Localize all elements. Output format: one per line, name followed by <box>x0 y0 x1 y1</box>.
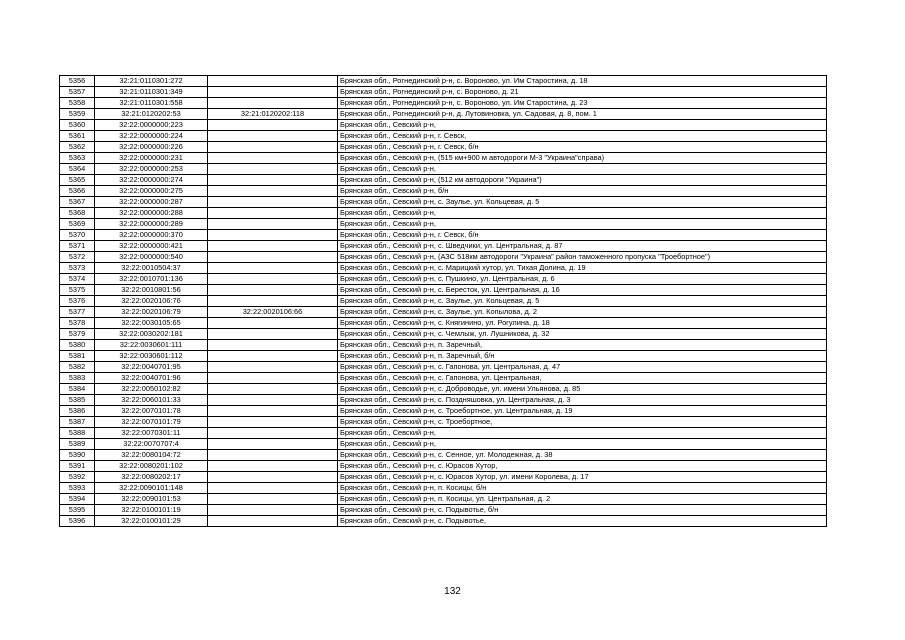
cadastral-number-cell: 32:22:0000000:287 <box>95 197 208 208</box>
address-cell: Брянская обл., Севский р-н, г. Севск, б/н <box>338 230 827 241</box>
table-row <box>60 406 827 417</box>
parent-cadastral-number-cell <box>208 120 338 131</box>
row-number-cell: 5381 <box>60 351 95 362</box>
cadastral-number-cell: 32:22:0040701:95 <box>95 362 208 373</box>
cadastral-number-cell: 32:22:0070707:4 <box>95 439 208 450</box>
cadastral-number-cell: 32:22:0040701:96 <box>95 373 208 384</box>
parent-cadastral-number-cell <box>208 164 338 175</box>
address-cell: Брянская обл., Севский р-н, г. Севск, <box>338 131 827 142</box>
row-number-cell: 5395 <box>60 505 95 516</box>
row-number-cell: 5366 <box>60 186 95 197</box>
table-row <box>60 285 827 296</box>
table-row <box>60 395 827 406</box>
parent-cadastral-number-cell <box>208 395 338 406</box>
cadastral-number-cell: 32:22:0050102:82 <box>95 384 208 395</box>
cadastral-number-cell: 32:22:0030601:111 <box>95 340 208 351</box>
parent-cadastral-number-cell <box>208 230 338 241</box>
cadastral-number-cell: 32:22:0000000:275 <box>95 186 208 197</box>
table-row <box>60 340 827 351</box>
row-number-cell: 5373 <box>60 263 95 274</box>
row-number-cell: 5358 <box>60 98 95 109</box>
address-cell: Брянская обл., Севский р-н, <box>338 428 827 439</box>
parent-cadastral-number-cell <box>208 197 338 208</box>
row-number-cell: 5359 <box>60 109 95 120</box>
table-row <box>60 120 827 131</box>
parent-cadastral-number-cell <box>208 494 338 505</box>
parent-cadastral-number-cell <box>208 274 338 285</box>
parent-cadastral-number-cell <box>208 417 338 428</box>
address-cell: Брянская обл., Севский р-н, с. Гапонова, ул. Центральная, д. 47 <box>338 362 827 373</box>
table-row <box>60 417 827 428</box>
cadastral-number-cell: 32:21:0110301:558 <box>95 98 208 109</box>
row-number-cell: 5387 <box>60 417 95 428</box>
table-row <box>60 197 827 208</box>
address-cell: Брянская обл., Севский р-н, с. Заулье, ул. Кольцевая, д. 5 <box>338 197 827 208</box>
row-number-cell: 5360 <box>60 120 95 131</box>
address-cell: Брянская обл., Рогнединский р-н, д. Лутовиновка, ул. Садовая, д. 8, пом. 1 <box>338 109 827 120</box>
row-number-cell: 5356 <box>60 76 95 87</box>
row-number-cell: 5385 <box>60 395 95 406</box>
cadastral-number-cell: 32:22:0030202:181 <box>95 329 208 340</box>
cadastral-number-cell: 32:22:0030601:112 <box>95 351 208 362</box>
table-row <box>60 230 827 241</box>
cadastral-number-cell: 32:22:0020106:79 <box>95 307 208 318</box>
parent-cadastral-number-cell <box>208 472 338 483</box>
address-cell: Брянская обл., Севский р-н, <box>338 120 827 131</box>
table-row <box>60 472 827 483</box>
parent-cadastral-number-cell <box>208 142 338 153</box>
address-cell: Брянская обл., Севский р-н, с. Гапонова, ул. Центральная, <box>338 373 827 384</box>
cadastral-number-cell: 32:22:0000000:253 <box>95 164 208 175</box>
table-row <box>60 494 827 505</box>
table-body <box>60 76 827 527</box>
cadastral-number-cell: 32:21:0120202:53 <box>95 109 208 120</box>
address-cell: Брянская обл., Рогнединский р-н, с. Вороново, д. 21 <box>338 87 827 98</box>
address-cell: Брянская обл., Севский р-н, с. Троебортное, ул. Центральная, д. 19 <box>338 406 827 417</box>
table-row <box>60 164 827 175</box>
address-cell: Брянская обл., Севский р-н, с. Пушкино, ул. Центральная, д. 6 <box>338 274 827 285</box>
address-cell: Брянская обл., Севский р-н, с. Юрасов Хутор, <box>338 461 827 472</box>
cadastral-number-cell: 32:22:0100101:19 <box>95 505 208 516</box>
cadastral-number-cell: 32:22:0090101:53 <box>95 494 208 505</box>
table-row <box>60 131 827 142</box>
parent-cadastral-number-cell <box>208 263 338 274</box>
table-row <box>60 351 827 362</box>
cadastral-number-cell: 32:22:0080104:72 <box>95 450 208 461</box>
parent-cadastral-number-cell <box>208 329 338 340</box>
cadastral-number-cell: 32:22:0090101:148 <box>95 483 208 494</box>
table-row <box>60 109 827 120</box>
parent-cadastral-number-cell <box>208 252 338 263</box>
table-row <box>60 87 827 98</box>
cadastral-number-cell: 32:22:0060101:33 <box>95 395 208 406</box>
address-cell: Брянская обл., Севский р-н, (512 км автодороги "Украина") <box>338 175 827 186</box>
parent-cadastral-number-cell <box>208 76 338 87</box>
table-row <box>60 428 827 439</box>
parent-cadastral-number-cell <box>208 296 338 307</box>
row-number-cell: 5392 <box>60 472 95 483</box>
cadastral-number-cell: 32:22:0000000:540 <box>95 252 208 263</box>
table-row <box>60 142 827 153</box>
address-cell: Брянская обл., Севский р-н, с. Юрасов Хутор, ул. имени Королева, д. 17 <box>338 472 827 483</box>
parent-cadastral-number-cell <box>208 373 338 384</box>
address-cell: Брянская обл., Севский р-н, с. Поздняшовка, ул. Центральная, д. 3 <box>338 395 827 406</box>
row-number-cell: 5386 <box>60 406 95 417</box>
table-row <box>60 384 827 395</box>
table-row <box>60 296 827 307</box>
cadastral-number-cell: 32:21:0110301:349 <box>95 87 208 98</box>
parent-cadastral-number-cell <box>208 384 338 395</box>
parent-cadastral-number-cell <box>208 98 338 109</box>
table-row <box>60 329 827 340</box>
address-cell: Брянская обл., Севский р-н, с. Сенное, ул. Молодежная, д. 38 <box>338 450 827 461</box>
row-number-cell: 5379 <box>60 329 95 340</box>
row-number-cell: 5372 <box>60 252 95 263</box>
table-row <box>60 186 827 197</box>
row-number-cell: 5369 <box>60 219 95 230</box>
parent-cadastral-number-cell <box>208 362 338 373</box>
parent-cadastral-number-cell <box>208 406 338 417</box>
table-row <box>60 318 827 329</box>
parent-cadastral-number-cell <box>208 516 338 527</box>
address-cell: Брянская обл., Севский р-н, п. Косицы, ул. Центральная, д. 2 <box>338 494 827 505</box>
row-number-cell: 5364 <box>60 164 95 175</box>
parent-cadastral-number-cell <box>208 461 338 472</box>
table-row <box>60 373 827 384</box>
cadastral-number-cell: 32:22:0000000:274 <box>95 175 208 186</box>
table-row <box>60 153 827 164</box>
parent-cadastral-number-cell: 32:21:0120202:118 <box>208 109 338 120</box>
row-number-cell: 5390 <box>60 450 95 461</box>
address-cell: Брянская обл., Севский р-н, с. Заулье, ул. Кольцевая, д. 5 <box>338 296 827 307</box>
row-number-cell: 5388 <box>60 428 95 439</box>
row-number-cell: 5377 <box>60 307 95 318</box>
address-cell: Брянская обл., Севский р-н, <box>338 219 827 230</box>
table-row <box>60 362 827 373</box>
cadastral-number-cell: 32:22:0010801:56 <box>95 285 208 296</box>
cadastral-number-cell: 32:22:0000000:421 <box>95 241 208 252</box>
parent-cadastral-number-cell <box>208 87 338 98</box>
cadastral-number-cell: 32:22:0070101:78 <box>95 406 208 417</box>
address-cell: Брянская обл., Севский р-н, с. Подывотье, <box>338 516 827 527</box>
address-cell: Брянская обл., Рогнединский р-н, с. Вороново, ул. Им Старостина, д. 23 <box>338 98 827 109</box>
row-number-cell: 5393 <box>60 483 95 494</box>
row-number-cell: 5365 <box>60 175 95 186</box>
address-cell: Брянская обл., Севский р-н, с. Доброводье, ул. имени Ульянова, д. 85 <box>338 384 827 395</box>
parent-cadastral-number-cell <box>208 186 338 197</box>
row-number-cell: 5362 <box>60 142 95 153</box>
parent-cadastral-number-cell <box>208 153 338 164</box>
table-row <box>60 505 827 516</box>
row-number-cell: 5394 <box>60 494 95 505</box>
cadastral-number-cell: 32:22:0000000:288 <box>95 208 208 219</box>
address-cell: Брянская обл., Севский р-н, с. Марицкий хутор, ул. Тихая Долина, д. 19 <box>338 263 827 274</box>
page-number: 132 <box>444 586 461 597</box>
address-cell: Брянская обл., Севский р-н, п. Косицы, б/н <box>338 483 827 494</box>
table-row <box>60 76 827 87</box>
row-number-cell: 5389 <box>60 439 95 450</box>
cadastral-number-cell: 32:22:0000000:231 <box>95 153 208 164</box>
row-number-cell: 5376 <box>60 296 95 307</box>
row-number-cell: 5370 <box>60 230 95 241</box>
address-cell: Брянская обл., Рогнединский р-н, с. Вороново, ул. Им Старостина, д. 18 <box>338 76 827 87</box>
row-number-cell: 5374 <box>60 274 95 285</box>
table-row <box>60 483 827 494</box>
table-row <box>60 241 827 252</box>
address-cell: Брянская обл., Севский р-н, с. Подывотье, б/н <box>338 505 827 516</box>
cadastral-number-cell: 32:22:0030105:65 <box>95 318 208 329</box>
row-number-cell: 5391 <box>60 461 95 472</box>
table-row <box>60 263 827 274</box>
cadastral-number-cell: 32:22:0080202:17 <box>95 472 208 483</box>
row-number-cell: 5368 <box>60 208 95 219</box>
row-number-cell: 5363 <box>60 153 95 164</box>
parent-cadastral-number-cell <box>208 208 338 219</box>
address-cell: Брянская обл., Севский р-н, с. Шведчики, ул. Центральная, д. 87 <box>338 241 827 252</box>
parent-cadastral-number-cell <box>208 285 338 296</box>
address-cell: Брянская обл., Севский р-н, (АЗС 518км автодороги "Украина" район таможенного пропуска "Троебортное") <box>338 252 827 263</box>
table-row <box>60 516 827 527</box>
row-number-cell: 5382 <box>60 362 95 373</box>
address-cell: Брянская обл., Севский р-н, с. Чемлыж, ул. Лушникова, д. 32 <box>338 329 827 340</box>
parent-cadastral-number-cell <box>208 219 338 230</box>
cadastral-number-cell: 32:22:0000000:224 <box>95 131 208 142</box>
address-cell: Брянская обл., Севский р-н, <box>338 439 827 450</box>
table-row <box>60 208 827 219</box>
cadastral-number-cell: 32:22:0000000:370 <box>95 230 208 241</box>
table-row <box>60 307 827 318</box>
row-number-cell: 5384 <box>60 384 95 395</box>
parent-cadastral-number-cell <box>208 131 338 142</box>
address-cell: Брянская обл., Севский р-н, (515 км+900 м автодороги М-3 "Украина"справа) <box>338 153 827 164</box>
cadastral-number-cell: 32:22:0100101:29 <box>95 516 208 527</box>
address-cell: Брянская обл., Севский р-н, б/н <box>338 186 827 197</box>
parent-cadastral-number-cell <box>208 505 338 516</box>
address-cell: Брянская обл., Севский р-н, с. Береcток, ул. Центральная, д. 16 <box>338 285 827 296</box>
address-cell: Брянская обл., Севский р-н, с. Заулье, ул. Копылова, д. 2 <box>338 307 827 318</box>
cadastral-number-cell: 32:21:0110301:272 <box>95 76 208 87</box>
parent-cadastral-number-cell <box>208 175 338 186</box>
address-cell: Брянская обл., Севский р-н, г. Севск, б/н <box>338 142 827 153</box>
cadastral-table <box>59 75 827 527</box>
cadastral-number-cell: 32:22:0020106:76 <box>95 296 208 307</box>
address-cell: Брянская обл., Севский р-н, п. Заречный, <box>338 340 827 351</box>
cadastral-number-cell: 32:22:0070101:79 <box>95 417 208 428</box>
cadastral-number-cell: 32:22:0000000:226 <box>95 142 208 153</box>
parent-cadastral-number-cell <box>208 340 338 351</box>
cadastral-number-cell: 32:22:0000000:289 <box>95 219 208 230</box>
parent-cadastral-number-cell <box>208 318 338 329</box>
parent-cadastral-number-cell <box>208 428 338 439</box>
table-row <box>60 439 827 450</box>
table-row <box>60 98 827 109</box>
table-row <box>60 252 827 263</box>
cadastral-number-cell: 32:22:0010701:136 <box>95 274 208 285</box>
row-number-cell: 5371 <box>60 241 95 252</box>
parent-cadastral-number-cell <box>208 439 338 450</box>
row-number-cell: 5383 <box>60 373 95 384</box>
table-row <box>60 274 827 285</box>
parent-cadastral-number-cell <box>208 483 338 494</box>
row-number-cell: 5380 <box>60 340 95 351</box>
address-cell: Брянская обл., Севский р-н, <box>338 164 827 175</box>
row-number-cell: 5375 <box>60 285 95 296</box>
address-cell: Брянская обл., Севский р-н, п. Заречный, б/н <box>338 351 827 362</box>
row-number-cell: 5357 <box>60 87 95 98</box>
parent-cadastral-number-cell: 32:22:0020106:66 <box>208 307 338 318</box>
cadastral-number-cell: 32:22:0000000:223 <box>95 120 208 131</box>
table-row <box>60 450 827 461</box>
address-cell: Брянская обл., Севский р-н, с. Княгинино, ул. Рогулина, д. 18 <box>338 318 827 329</box>
row-number-cell: 5367 <box>60 197 95 208</box>
cadastral-number-cell: 32:22:0010504:37 <box>95 263 208 274</box>
parent-cadastral-number-cell <box>208 450 338 461</box>
table-row <box>60 219 827 230</box>
cadastral-number-cell: 32:22:0080201:102 <box>95 461 208 472</box>
table-row <box>60 461 827 472</box>
address-cell: Брянская обл., Севский р-н, с. Троебортное, <box>338 417 827 428</box>
table-row <box>60 175 827 186</box>
row-number-cell: 5396 <box>60 516 95 527</box>
cadastral-number-cell: 32:22:0070301:11 <box>95 428 208 439</box>
address-cell: Брянская обл., Севский р-н, <box>338 208 827 219</box>
row-number-cell: 5378 <box>60 318 95 329</box>
parent-cadastral-number-cell <box>208 351 338 362</box>
row-number-cell: 5361 <box>60 131 95 142</box>
parent-cadastral-number-cell <box>208 241 338 252</box>
